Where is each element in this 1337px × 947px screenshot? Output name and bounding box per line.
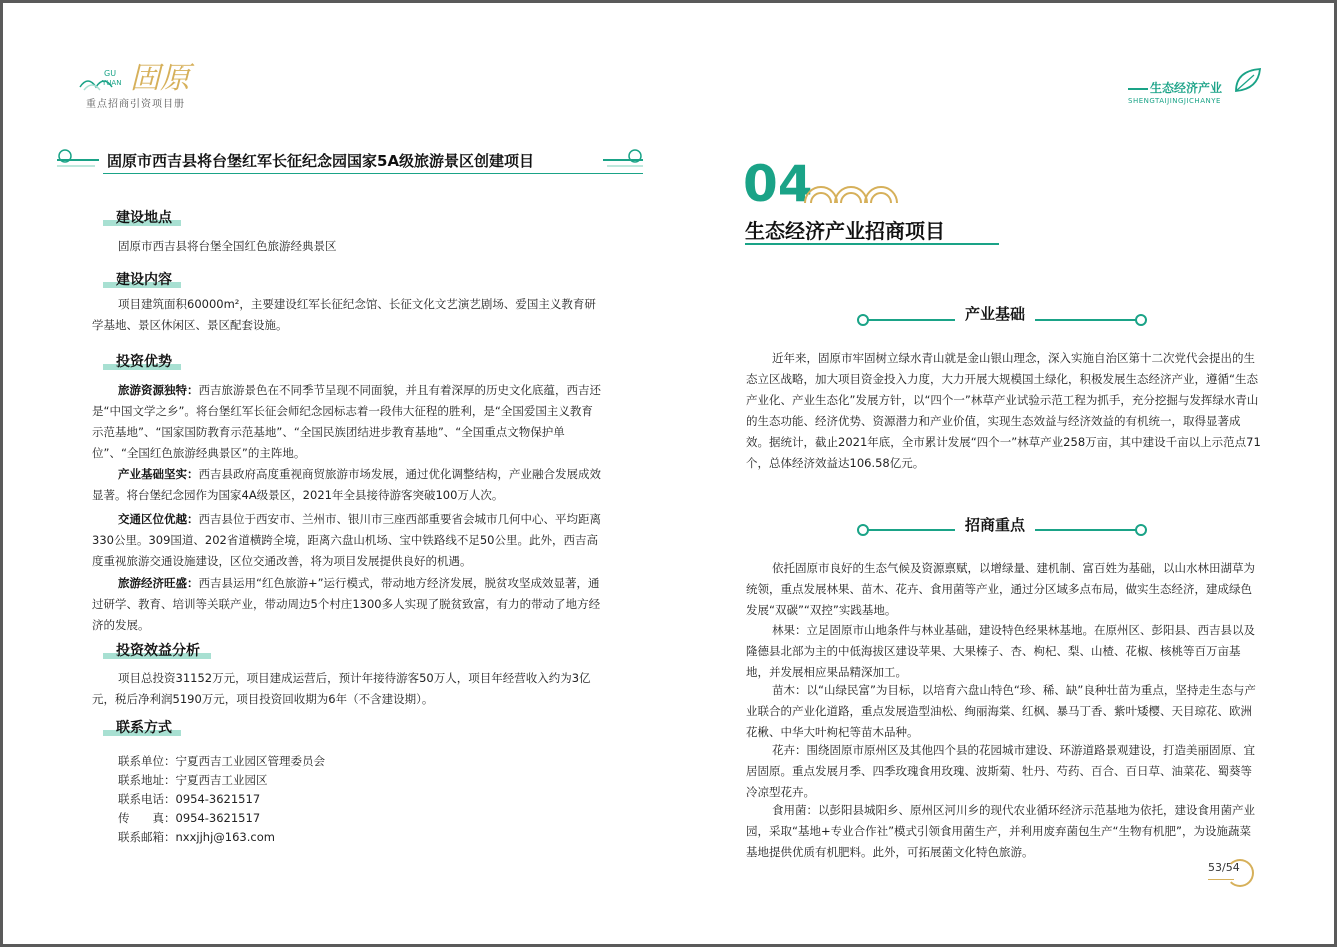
brochure-spread [3,3,1334,944]
logo-subtitle: 重点招商引资项目册 [86,99,185,110]
advantage-item [92,573,602,636]
title-underline [103,173,643,174]
contact-label: 联系电话： [118,792,176,806]
contact-row [118,808,260,829]
page-number-ring-icon [1226,859,1254,887]
focus-paragraph [746,558,1261,621]
contact-value: 0954-3621517 [175,792,261,806]
section-tag-pinyin: SHENGTAIJINGJICHANYE [1128,97,1221,105]
benefit-heading: 投资效益分析 [116,643,200,659]
advantage-label: 产业基础坚实： [118,467,199,481]
location-heading: 建设地点 [116,210,172,226]
advantage-label: 旅游经济旺盛： [118,576,199,590]
benefit-text [92,668,602,710]
contact-value: 宁夏西吉工业园区 [175,773,268,787]
focus-paragraph-text: 花卉：围绕固原市原州区及其他四个县的花园城市建设、环游道路景观建设，打造美丽固原、宜居固原。重点发展月季、四季玫瑰食用玫瑰、波斯菊、牡丹、芍药、百合、百日草、油菜花、蜀葵等冷凉型花卉。 [746,743,1255,799]
wave-ornament-icon [801,167,901,207]
basis-text [746,348,1261,474]
advantage-item [92,380,602,464]
focus-paragraph-text: 林果：立足固原市山地条件与林业基础，建设特色经果林基地。在原州区、彭阳县、西吉县以及隆德县北部为主的中低海拔区建设苹果、大果榛子、杏、枸杞、梨、山楂、花椒、核桃等百万亩基地，并发展相应果品精深加工。 [746,623,1255,679]
advantage-text: 西吉县运用“红色旅游+”运行模式，带动地方经济发展，脱贫攻坚成效显著，通过研学、教育、培训等关联产业，带动周边5个村庄1300多人实现了脱贫致富，有力的带动了地方经济的发展。 [92,576,601,632]
section-tag-title: 生态经济产业 [1150,81,1223,95]
focus-heading: 招商重点 [955,514,1035,535]
content-heading: 建设内容 [116,272,172,288]
advantage-item [92,464,602,506]
focus-paragraph [746,680,1261,743]
contact-value: 宁夏西吉工业园区管理委员会 [175,754,325,768]
focus-paragraph-text: 苗木：以“山绿民富”为目标，以培育六盘山特色“珍、稀、缺”良种壮苗为重点，坚持走生态与产业联合的产业化道路，重点发展造型油松、绚丽海棠、红枫、暴马丁香、紫叶矮樱、天目琼花、欧洲花楸、中华大叶枸杞等苗木品种。 [746,683,1256,739]
section-tag [1128,65,1268,109]
chapter-number: 04 [743,155,813,213]
logo-script: 固原 [130,61,190,96]
section-tag-line [1128,88,1148,90]
advantage-text: 西吉县位于西安市、兰州市、银川市三座西部重要省会城市几何中心、平均距离330公里。309国道、202省道横跨全境，距离六盘山机场、宝中铁路线不足50公里。此外，西吉高度重视旅游交通设施建设，区位交通改善，将为项目发展提供良好的机遇。 [92,512,601,568]
focus-paragraph [746,620,1261,683]
content-text [92,294,602,336]
location-text: 固原市西吉县将台堡全国红色旅游经典景区 [118,239,337,253]
advantage-label: 交通区位优越： [118,512,199,526]
contact-value: 0954-3621517 [175,811,261,825]
contact-label: 联系地址： [118,773,176,787]
contact-label: 联系邮箱： [118,830,176,844]
project-title: 固原市西吉县将台堡红军长征纪念园国家5A级旅游景区创建项目 [107,152,535,170]
focus-rule-end-right-icon [1135,524,1147,536]
logo [78,51,218,111]
logo-pinyin-top: GU [104,69,117,78]
page-number [1208,859,1252,885]
page-number-underline [1208,879,1234,880]
focus-rule-end-left-icon [857,524,869,536]
leaf-icon [1230,65,1266,95]
logo-pinyin-bottom: YUAN [102,79,122,87]
advantage-label: 旅游资源独特： [118,383,199,397]
contact-row [118,827,275,848]
focus-paragraph [746,800,1261,863]
basis-text-body: 近年来，固原市牢固树立绿水青山就是金山银山理念，深入实施自治区第十二次党代会提出的生态立区战略，加大项目资金投入力度，大力开展大规模国土绿化，积极发展生态经济产业，遵循“生态产业化、产业生态化”发展方针，以“四个一”林草产业试验示范工程为抓手，充分挖掘与发挥绿水青山的生态功能、经济优势、资源潜力和产业价值，实现生态效益与经济效益的有机统一，取得显著成效。据统计，截止2021年底，全市累计发展“四个一”林草产业258万亩，其中建设千亩以上示范点71个，总体经济效益达106.58亿元。 [746,351,1261,470]
basis-heading: 产业基础 [955,303,1035,324]
contact-row [118,770,268,791]
basis-rule-end-right-icon [1135,314,1147,326]
benefit-text-body: 项目总投资31152万元，项目建成运营后，预计年接待游客50万人，项目年经营收入约为3亿元，税后净利润5190万元，项目投资回收期为6年（不含建设期）。 [92,671,591,706]
title-ornament-right-icon [601,146,646,176]
contact-label: 传 真： [118,811,176,825]
contact-label: 联系单位： [118,754,176,768]
title-ornament-left-icon [55,146,105,176]
focus-paragraph [746,740,1261,803]
content-text-body: 项目建筑面积60000m²，主要建设红军长征纪念馆、长征文化文艺演艺剧场、爱国主义教育研学基地、景区休闲区、景区配套设施。 [92,297,596,332]
basis-rule-end-left-icon [857,314,869,326]
focus-paragraph-text: 依托固原市良好的生态气候及资源禀赋，以增绿量、建机制、富百姓为基础，以山水林田湖草为统领，重点发展林果、苗木、花卉、食用菌等产业，通过分区域多点布局，做实生态经济，建成绿色发展“双碳”“双控”实践基地。 [746,561,1255,617]
chapter-title: 生态经济产业招商项目 [745,219,945,243]
page-number-text: 53/54 [1208,861,1240,874]
contact-heading: 联系方式 [116,720,172,736]
contact-row [118,789,260,810]
chapter-underline [745,243,999,245]
advantage-text: 西吉县政府高度重视商贸旅游市场发展，通过优化调整结构，产业融合发展成效显著。将台堡纪念园作为国家4A级景区，2021年全县接待游客突破100万人次。 [92,467,601,502]
advantage-text: 西吉旅游景色在不同季节呈现不同面貌，并且有着深厚的历史文化底蕴，西吉还是“中国文学之乡”。将台堡红军长征会师纪念园标志着一段伟大征程的胜利，是“全国爱国主义教育示范基地”、“国家国防教育示范基地”、“全国民族团结进步教育基地”、“全国重点文物保护单位”、“全国红色旅游经典景区”的主阵地。 [92,383,601,460]
contact-row [118,751,325,772]
contact-value[interactable]: nxxjjhj@163.com [175,830,275,844]
advantages-heading: 投资优势 [116,354,172,370]
focus-paragraph-text: 食用菌：以彭阳县城阳乡、原州区河川乡的现代农业循环经济示范基地为依托，建设食用菌产业园，采取“基地+专业合作社”模式引领食用菌生产，并利用废弃菌包生产“生物有机肥”，为设施蔬菜基地提供优质有机肥料。此外，可拓展菌文化特色旅游。 [746,803,1255,859]
advantage-item [92,509,602,572]
